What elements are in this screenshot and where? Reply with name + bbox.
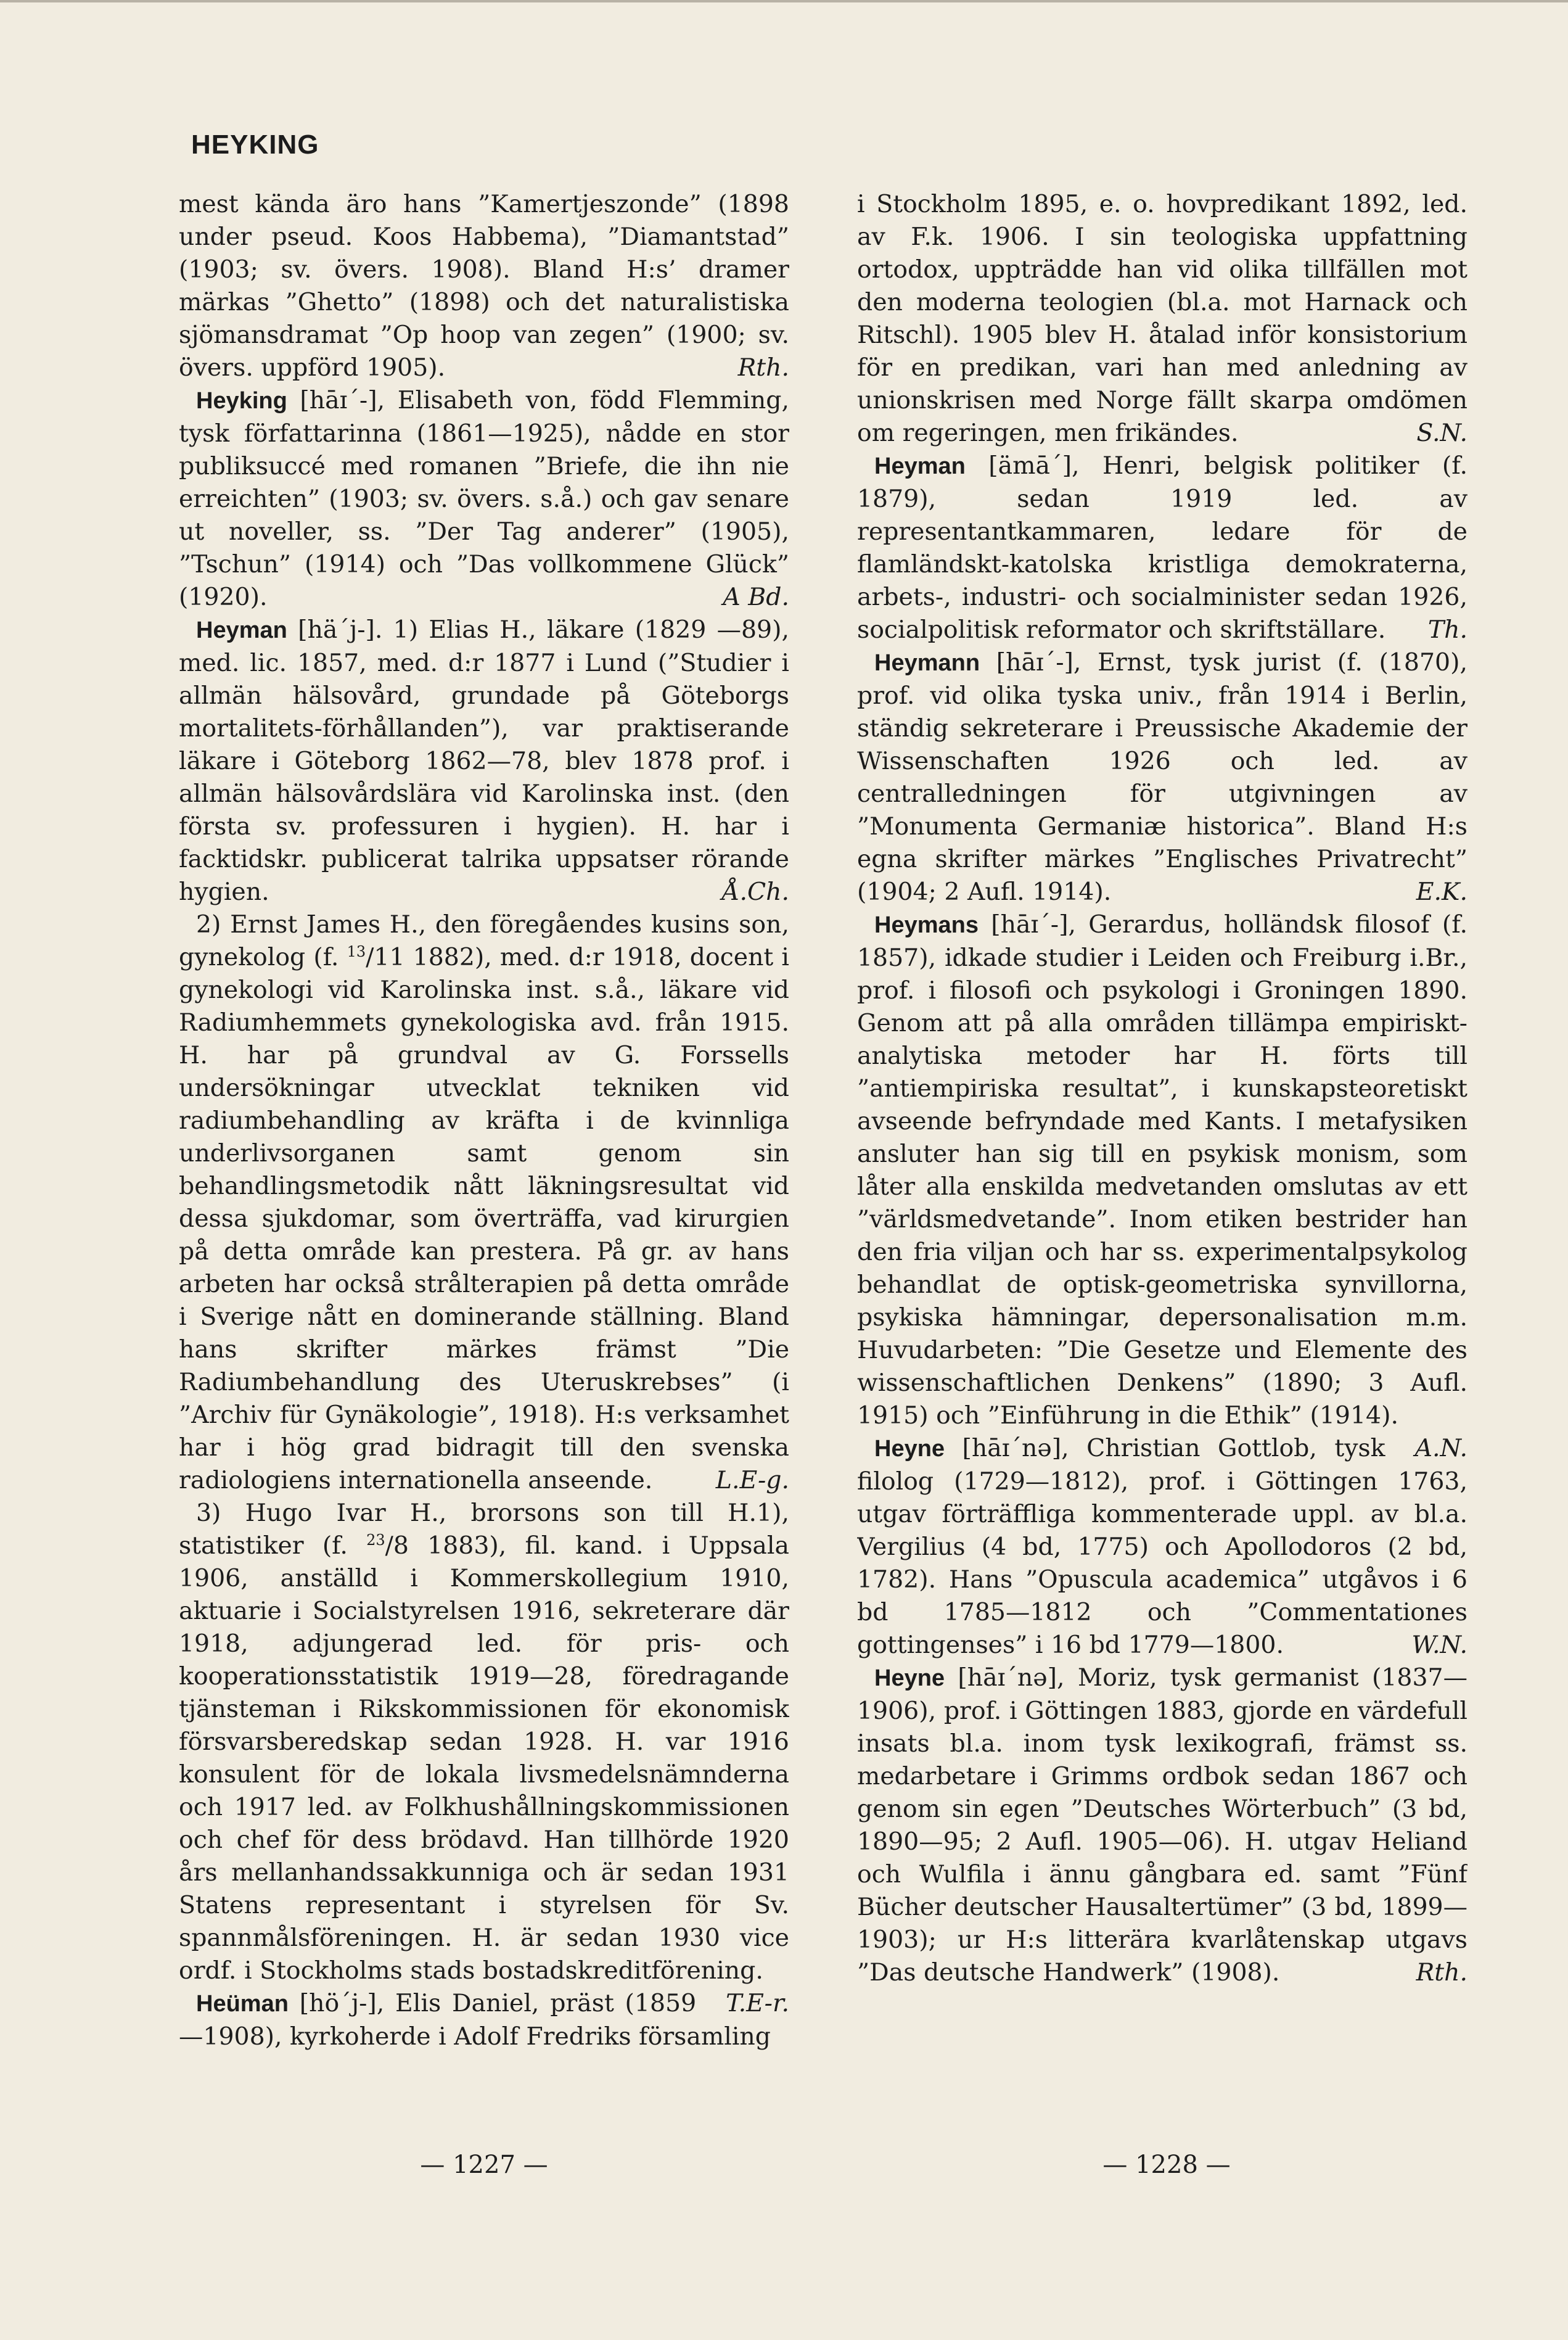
entry-heuman-cont: i Stockholm 1895, e. o. hovpredikant 1892, led. av F.k. 1906. I sin teologiska uppfattning ortodox, uppträdde han vid olika tillfällen mot den moderna teologien (bl.a. mot Harnack och Ritschl). 1905 blev H. åtalad inför konsistorium för en predikan, vari han med anledning av unionskrisen med Norge fällt skarpa omdömen om regeringen, men frikändes. S.N. <box>857 188 1467 450</box>
page-number-left: — 1227 — <box>420 2151 548 2179</box>
entry-heyman-elias: Heyman [hä´j-]. 1) Elias H., läkare (1829 —89), med. lic. 1857, med. d:r 1877 i Lund (”Studier i allmän hälsovård, grundade på Göteborgs mortalitets-förhållanden”), var praktiserande läkare i Göteborg 1862—78, blev 1878 prof. i allmän hälsovårdslära vid Karolinska inst. (den första sv. professuren i hygien). H. har i facktidskr. publicerat talrika uppsatser rörande hygien. Å.Ch. <box>179 614 789 908</box>
signature: Rth. <box>737 353 789 382</box>
entry-heyne-moriz: Heyne [hāɪ´nə], Moriz, tysk germanist (1837—1906), prof. i Göttingen 1883, gjorde en värdefull insats bl.a. inom tysk lexikografi, främst ss. medarbetare i Grimms ordbok sedan 1867 och genom sin egen ”Deutsches Wörterbuch” (3 bd, 1890—95; 2 Aufl. 1905—06). H. utgav Heliand och Wulfila i ännu gångbara ed. samt ”Fünf Bücher deutscher Hausaltertümer” (3 bd, 1899—1903); ur H:s litterära kvarlåtenskap utgavs ”Das deutsche Handwerk” (1908). Rth. <box>857 1662 1467 1989</box>
entry-heyne-christian: Heyne [hāɪ´nə], Christian Gottlob, tysk filolog (1729—1812), prof. i Göttingen 1763, utgav förträffliga kommenterade uppl. av bl.a. Vergilius (4 bd, 1775) och Apollodoros (2 bd, 1782). Hans ”Opuscula academica” utgåvos i 6 bd 1785—1812 och ”Commentationes gottingenses” i 16 bd 1779—1800. W.N. <box>857 1432 1467 1662</box>
headword: Heyne <box>874 1436 945 1462</box>
headword: Heyne <box>874 1665 945 1691</box>
headword: Heymans <box>874 912 979 938</box>
signature: A.N. <box>1414 1434 1467 1462</box>
headword: Heyman <box>196 617 287 643</box>
entry-heyman-ernst-james: 2) Ernst James H., den föregåendes kusins son, gynekolog (f. $^{13}$/11 1882), med. d:r 1918, docent i gynekologi vid Karolinska inst. s.å., läkare vid Radiumhemmets gynekologiska avd. från 1915. H. har på grundval av G. Forssells undersökningar utvecklat tekniken vid radiumbehandling av kräfta i de kvinnliga underlivsorganen samt genom sin behandlingsmetodik nått läkningsresultat vid dessa sjukdomar, som överträffa, vad kirurgien på detta område kan prestera. På gr. av hans arbeten har också strålterapien på detta område i Sverige nått en dominerande ställning. Bland hans skrifter märkes främst ”Die Radiumbehandlung des Uteruskrebses” (i ”Archiv für Gynäkologie”, 1918). H:s verksamhet har i hög grad bidragit till den svenska radiologiens internationella anseende. L.E-g. <box>179 908 789 1497</box>
page-number-right: — 1228 — <box>1102 2151 1231 2179</box>
signature: L.E-g. <box>715 1466 789 1494</box>
entry-heymans: Heymans [hāɪ´-], Gerardus, holländsk filosof (f. 1857), idkade studier i Leiden och Freiburg i.Br., prof. i filosofi och psykologi i Groningen 1890. Genom att på alla områden tillämpa empiriskt-analytiska metoder har H. förts till ”antiempiriska resultat”, i kunskapsteoretiskt avseende befryndade med Kants. I metafysiken ansluter han sig till en psykisk monism, som låter alla enskilda medvetanden omslutas av ett ”världsmedvetande”. Inom etiken bestrider han den fria viljan och har ss. experimentalpsykolog behandlat de optisk-geometriska synvillorna, psykiska hämningar, depersonalisation m.m. Huvudarbeten: ”Die Gesetze und Elemente des wissenschaftlichen Denkens” (1890; 3 Aufl. 1915) och ”Einführung in die Ethik” (1914). A.N. <box>857 908 1467 1432</box>
headword: Heymann <box>874 650 980 676</box>
headword: Heyman <box>874 453 966 479</box>
running-head: HEYKING <box>191 130 319 160</box>
signature: Th. <box>1427 616 1467 644</box>
signature: W.N. <box>1411 1631 1467 1659</box>
entry-heyking: Heyking [hāɪ´-], Elisabeth von, född Flemming, tysk författarinna (1861—1925), nådde en stor publiksuccé med romanen ”Briefe, die ihn nie erreichten” (1903; sv. övers. s.å.) och gav senare ut noveller, ss. ”Der Tag anderer” (1905), ”Tschun” (1914) och ”Das vollkommene Glück” (1920). A Bd. <box>179 384 789 614</box>
entry-heyermans-cont: mest kända äro hans ”Kamertjeszonde” (1898 under pseud. Koos Habbema), ”Diamantstad” (1903; sv. övers. 1908). Bland H:s’ dramer märkas ”Ghetto” (1898) och det naturalistiska sjömansdramat ”Op hoop van zegen” (1900; sv. övers. uppförd 1905). Rth. <box>179 188 789 384</box>
top-border <box>0 0 1568 2</box>
signature: Rth. <box>1416 1958 1467 1987</box>
entry-heyman-hugo-ivar: 3) Hugo Ivar H., brorsons son till H.1), statistiker (f. $^{23}$/8 1883), fil. kand. i Uppsala 1906, anställd i Kommerskollegium 1910, aktuarie i Socialstyrelsen 1916, sekreterare där 1918, adjungerad led. för pris- och kooperationsstatistik 1919—28, föredragande tjänsteman i Rikskommissionen för ekonomisk försvarsberedskap sedan 1928. H. var 1916 konsulent för de lokala livsmedelsnämnderna och 1917 led. av Folkhushållningskommissionen och chef för dess brödavd. Han tillhörde 1920 års mellanhandssakkunniga och är sedan 1931 Statens representant i styrelsen för Sv. spannmålsföreningen. H. är sedan 1930 vice ordf. i Stockholms stads bostadskreditförening. T.E-r. <box>179 1497 789 1987</box>
right-column <box>857 188 1467 2125</box>
signature: Å.Ch. <box>722 878 789 906</box>
headword: Heüman <box>196 1991 289 2017</box>
signature: T.E-r. <box>726 1989 789 2017</box>
signature: E.K. <box>1416 878 1467 906</box>
signature: A Bd. <box>723 583 789 611</box>
signature: S.N. <box>1416 419 1467 447</box>
entry-heymann: Heymann [hāɪ´-], Ernst, tysk jurist (f. (1870), prof. vid olika tyska univ., från 1914 i Berlin, ständig sekreterare i Preussische Akademie der Wissenschaften 1926 och led. av centralledningen för utgivningen av ”Monumenta Germaniæ historica”. Bland H:s egna skrifter märkes ”Englisches Privatrecht” (1904; 2 Aufl. 1914). E.K. <box>857 646 1467 908</box>
entry-heyman-henri: Heyman [ämā´], Henri, belgisk politiker (f. 1879), sedan 1919 led. av representantkammaren, ledare för de flamländskt-katolska kristliga demokraterna, arbets-, industri- och socialminister sedan 1926, socialpolitisk reformator och skriftställare. Th. <box>857 450 1467 646</box>
entry-heuman: Heüman [hö´j-], Elis Daniel, präst (1859—1908), kyrkoherde i Adolf Fredriks församling <box>179 1989 771 2051</box>
headword: Heyking <box>196 388 287 414</box>
left-column <box>179 188 789 2125</box>
